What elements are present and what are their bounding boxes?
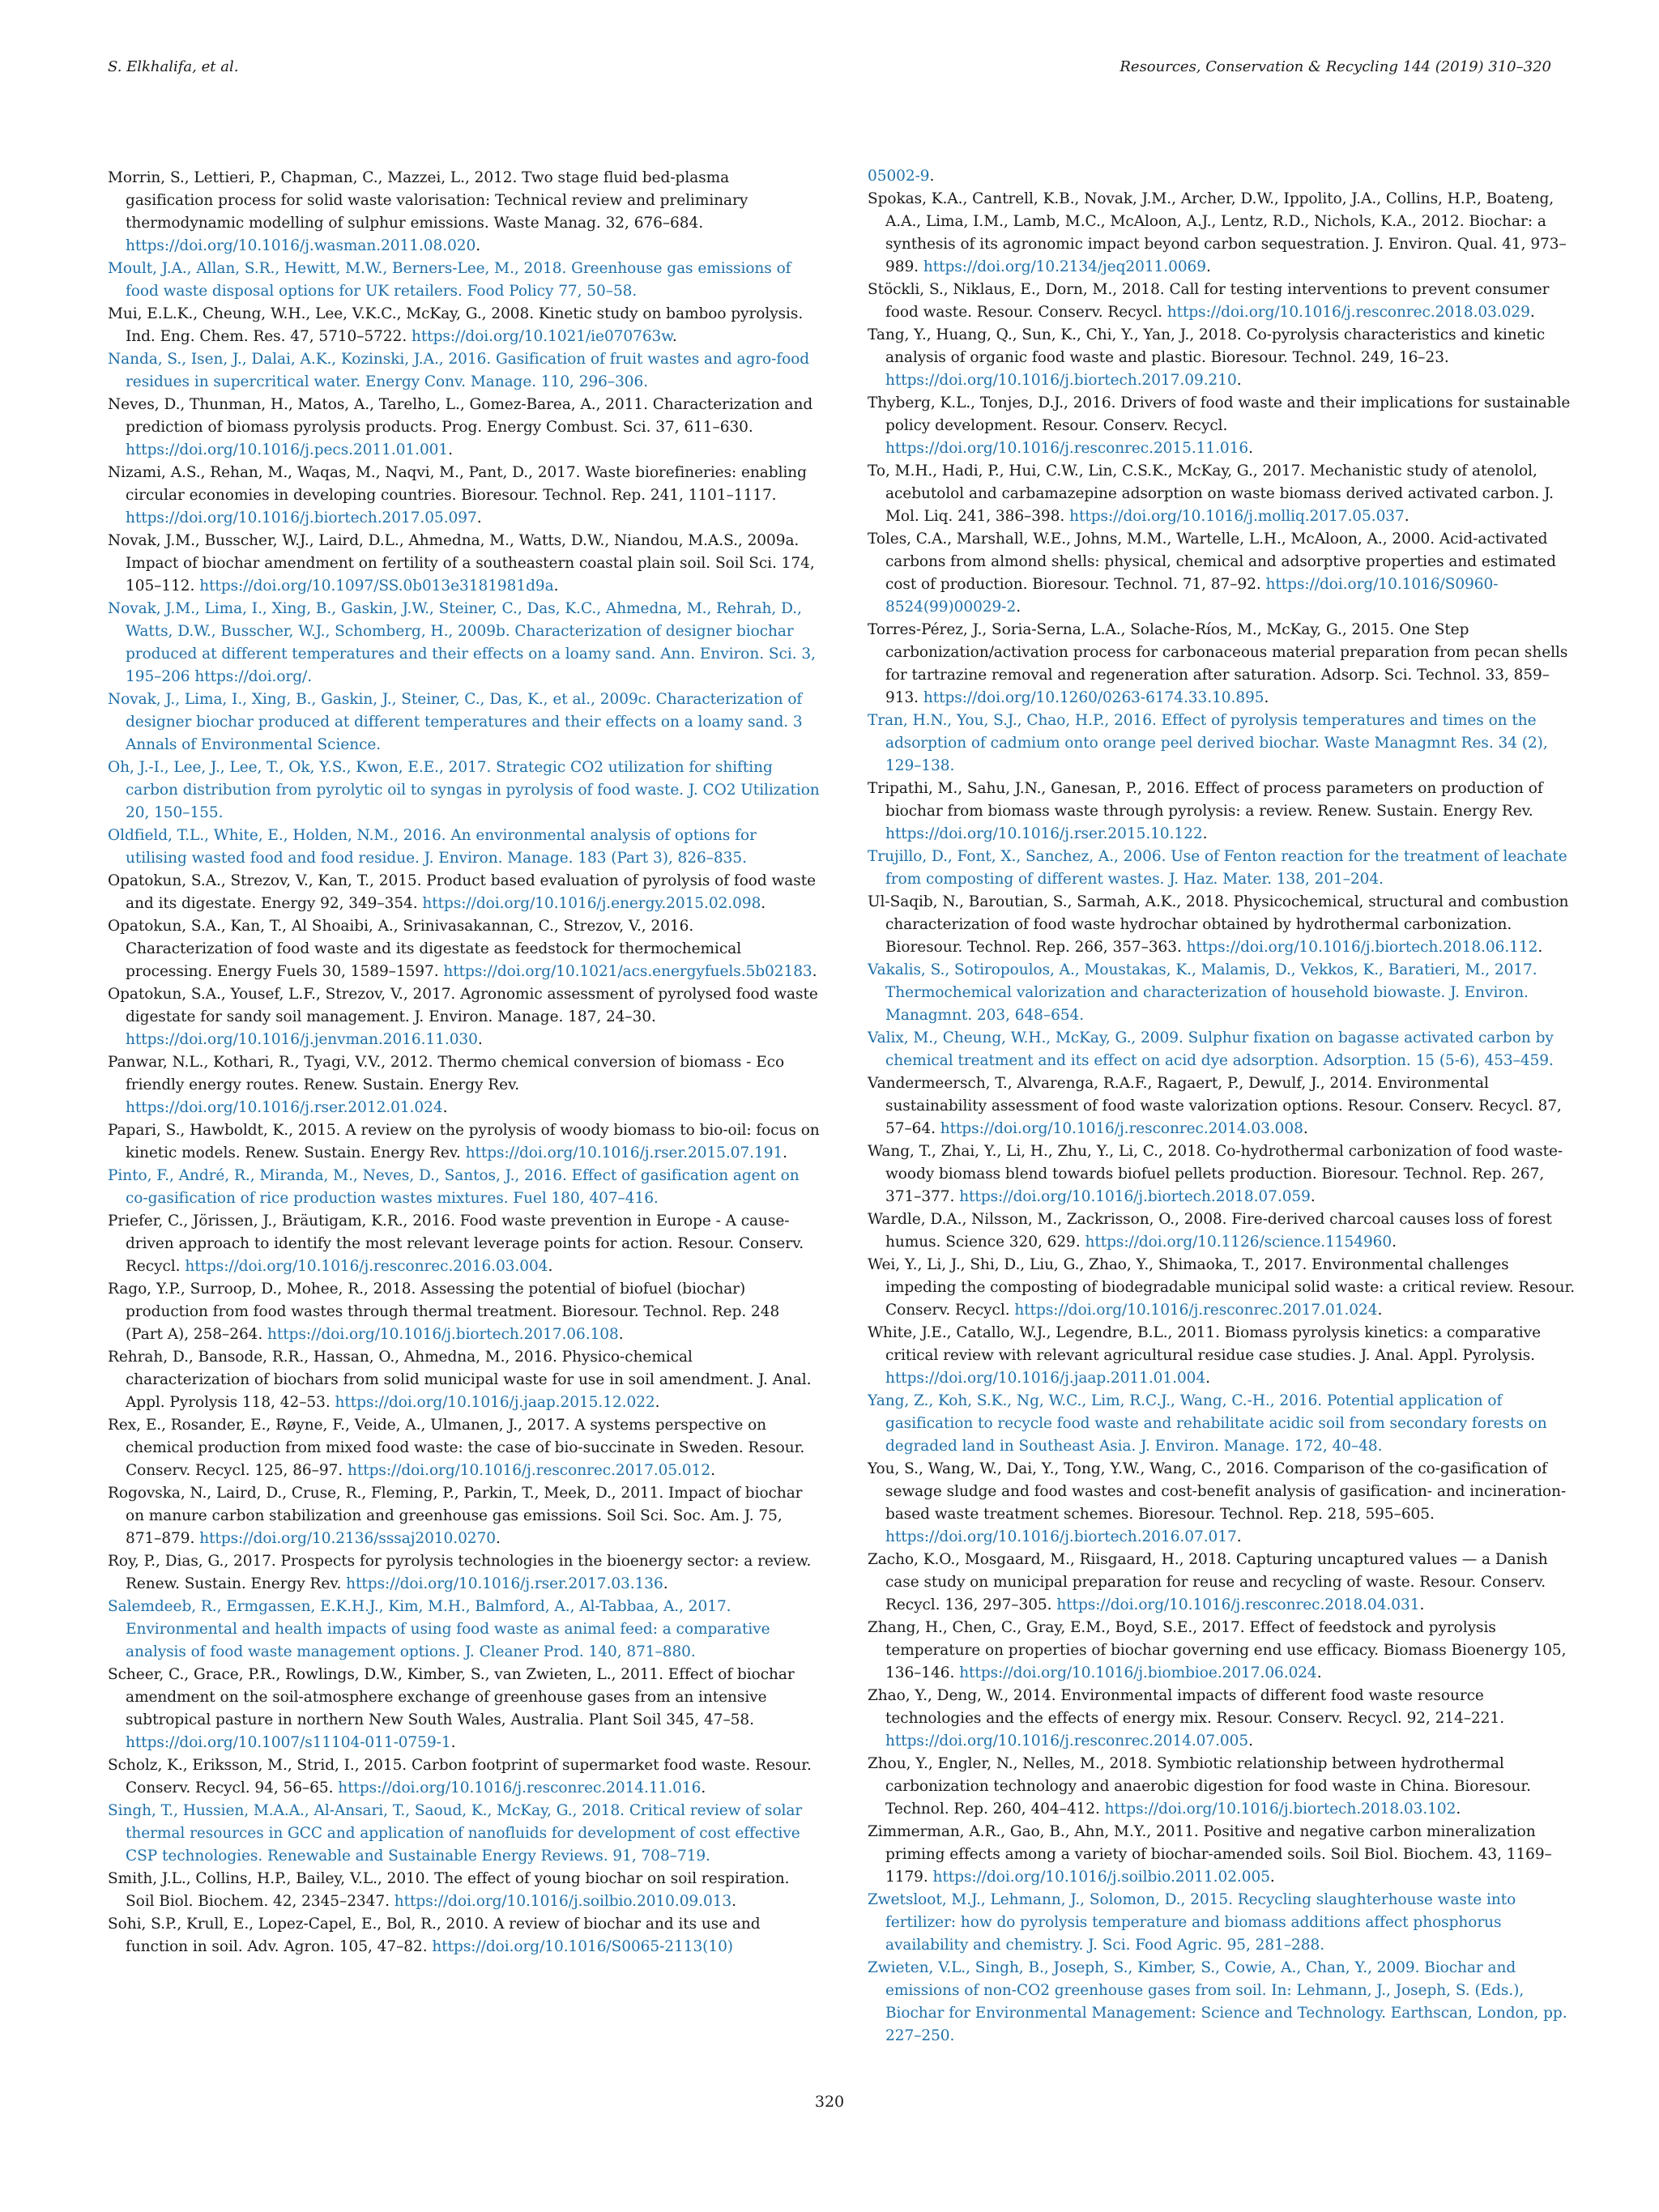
reference-end: .	[710, 1462, 715, 1479]
doi-link[interactable]: https://doi.org/10.1016/j.resconrec.2014.11.016	[338, 1779, 702, 1796]
reference-text: Morrin, S., Lettieri, P., Chapman, C., Mazzei, L., 2012. Two stage fluid bed-plasma gasification process for solid waste valorisation: Technical review and preliminary thermodynamic modelling of sulphur emissions. Waste Manag. 32, 676–684.	[108, 169, 748, 232]
reference-text: Rex, E., Rosander, E., Røyne, F., Veide, A., Ulmanen, J., 2017. A systems perspective on chemical production from mixed food waste: the case of bio-succinate in Sweden. Resour. Conserv. Recycl. 125, 86–97.	[108, 1417, 805, 1479]
reference-text: Zhao, Y., Deng, W., 2014. Environmental impacts of different food waste resource technologies and the effects of energy mix. Resour. Conserv. Recycl. 92, 214–221.	[868, 1687, 1505, 1727]
reference-entry	[868, 1208, 1580, 1254]
reference-entry	[108, 870, 821, 915]
reference-end: .	[1205, 1370, 1210, 1387]
reference-text: Nanda, S., Isen, J., Dalai, A.K., Kozinski, J.A., 2016. Gasification of fruit wastes and agro-food residues in supercritical water. Energy Conv. Manage. 110, 296–306.	[108, 351, 810, 390]
reference-end: .	[1236, 1528, 1242, 1545]
reference-text: Trujillo, D., Font, X., Sanchez, A., 2006. Use of Fenton reaction for the treatment of leachate from composting of different wastes. J. Haz. Mater. 138, 201–204.	[868, 848, 1567, 888]
reference-text: Stöckli, S., Niklaus, E., Dorn, M., 2018. Call for testing interventions to prevent consumer food waste. Resour. Conserv. Recycl.	[868, 281, 1550, 321]
reference-text: Scholz, K., Eriksson, M., Strid, I., 2015. Carbon footprint of supermarket food waste. Resour. Conserv. Recycl. 94, 56–65.	[108, 1757, 812, 1796]
reference-entry	[108, 1414, 821, 1482]
reference-entry[interactable]	[108, 825, 821, 870]
reference-end: .	[1264, 689, 1269, 706]
reference-entry	[868, 528, 1580, 619]
reference-text: Zwieten, V.L., Singh, B., Joseph, S., Kimber, S., Cowie, A., Chan, Y., 2009. Biochar and emissions of non-CO2 greenhouse gases from soil. In: Lehmann, J., Joseph, S. (Eds.), Biochar for Environmental Management: Science and Technology. Earthscan, London, pp. 227–250.	[868, 1959, 1567, 2044]
doi-link[interactable]: https://doi.org/10.1016/j.biortech.2016.07.017	[885, 1528, 1237, 1545]
doi-link[interactable]: https://doi.org/10.1016/j.jaap.2015.12.022	[335, 1394, 655, 1411]
reference-end: .	[929, 168, 935, 185]
reference-text: Tripathi, M., Sahu, J.N., Ganesan, P., 2016. Effect of process parameters on production of biochar from biomass waste through pyrolysis: a review. Renew. Sustain. Energy Rev.	[868, 780, 1543, 820]
reference-text: Moult, J.A., Allan, S.R., Hewitt, M.W., Berners-Lee, M., 2018. Greenhouse gas emissions of food waste disposal options for UK retailers. Food Policy 77, 50–58.	[108, 260, 791, 300]
running-header	[108, 58, 1551, 91]
reference-end: .	[1316, 1664, 1322, 1681]
reference-text: Vandermeersch, T., Alvarenga, R.A.F., Ragaert, P., Dewulf, J., 2014. Environmental sustainability assessment of food waste valorization options. Resour. Conserv. Recycl. 87, 57–64.	[868, 1075, 1562, 1137]
reference-entry	[108, 530, 821, 598]
reference-entry[interactable]	[108, 1596, 821, 1664]
doi-link[interactable]: https://doi.org/10.1016/j.jaap.2011.01.004	[885, 1370, 1206, 1387]
doi-link[interactable]: https://doi.org/10.1016/j.rser.2012.01.024	[126, 1099, 443, 1116]
doi-link[interactable]: https://doi.org/10.1016/j.biortech.2018.03.102	[1104, 1801, 1456, 1818]
reference-text: Neves, D., Thunman, H., Matos, A., Tarelho, L., Gomez-Barea, A., 2011. Characterization and prediction of biomass pyrolysis products. Prog. Energy Combust. Sci. 37, 611–630.	[108, 396, 813, 436]
reference-end: .	[1419, 1596, 1425, 1613]
reference-end: .	[1269, 1869, 1275, 1886]
reference-end: .	[477, 1031, 483, 1048]
doi-link[interactable]: https://doi.org/10.1016/S0065-2113(10)	[432, 1938, 733, 1955]
reference-end: .	[448, 441, 453, 458]
reference-end: .	[1404, 508, 1410, 525]
reference-end: .	[672, 328, 677, 345]
reference-text: Opatokun, S.A., Strezov, V., Kan, T., 2015. Product based evaluation of pyrolysis of food waste and its digestate. Energy 92, 349–354.	[108, 872, 816, 912]
reference-text: Spokas, K.A., Cantrell, K.B., Novak, J.M., Archer, D.W., Ippolito, J.A., Collins, H.P., Boateng, A.A., Lima, I.M., Lamb, M.C., McAloon, A.J., Lentz, R.D., Nichols, K.A., 2012. Biochar: a synthesis of its agronomic impact beyond carbon sequestration. J. Environ. Qual. 41, 973–989.	[868, 190, 1567, 275]
reference-text: Sohi, S.P., Krull, E., Lopez-Capel, E., Bol, R., 2010. A review of biochar and its use and function in soil. Adv. Agron. 105, 47–82.	[108, 1916, 761, 1955]
references-column-left	[108, 167, 821, 1958]
doi-link[interactable]: https://doi.org/10.1016/j.rser.2017.03.136	[346, 1575, 663, 1592]
doi-link[interactable]: https://doi.org/10.1016/j.biortech.2017.05.097	[126, 509, 477, 526]
reference-end: .	[618, 1326, 624, 1343]
reference-entry	[108, 1868, 821, 1913]
doi-link[interactable]: https://doi.org/10.1016/j.rser.2015.07.191	[465, 1144, 783, 1161]
reference-text: Panwar, N.L., Kothari, R., Tyagi, V.V., 2012. Thermo chemical conversion of biomass - Eco friendly energy routes. Renew. Sustain. Energy Rev.	[108, 1054, 785, 1093]
doi-link[interactable]: https://doi.org/10.1016/j.resconrec.2018.03.029	[1166, 304, 1530, 321]
reference-entry	[868, 1821, 1580, 1889]
reference-entry	[868, 1458, 1580, 1549]
reference-text: You, S., Wang, W., Dai, Y., Tong, Y.W., Wang, C., 2016. Comparison of the co-gasification of sewage sludge and food wastes and cost-benefit analysis of gasification- and incineration-based waste treatment schemes. Bioresour. Technol. Rep. 218, 595–605.	[868, 1460, 1567, 1523]
reference-entry	[108, 1210, 821, 1278]
reference-entry	[108, 1346, 821, 1414]
reference-text: Novak, J.M., Busscher, W.J., Laird, D.L., Ahmedna, M., Watts, D.W., Niandou, M.A.S., 2009a. Impact of biochar amendment on fertility of a southeastern coastal plain soil. Soil Sci. 174, 105–112.	[108, 532, 815, 595]
reference-text: Zhou, Y., Engler, N., Nelles, M., 2018. Symbiotic relationship between hydrothermal carbonization technology and anaerobic digestion for food waste in China. Bioresour. Technol. Rep. 260, 404–412.	[868, 1755, 1532, 1818]
doi-link[interactable]: https://doi.org/10.1016/j.soilbio.2010.09.013	[394, 1893, 732, 1910]
reference-text: Toles, C.A., Marshall, W.E., Johns, M.M., Wartelle, L.H., McAloon, A., 2000. Acid-activated carbons from almond shells: physical, chemical and adsorptive properties and estimated cost of production. Bioresour. Technol. 71, 87–92.	[868, 531, 1556, 593]
reference-entry	[868, 891, 1580, 959]
reference-text: Singh, T., Hussien, M.A.A., Al-Ansari, T., Saoud, K., McKay, G., 2018. Critical review of solar thermal resources in GCC and application of nanofluids for development of cost effective CSP technologies. Renewable and Sustainable Energy Reviews. 91, 708–719.	[108, 1802, 803, 1865]
doi-link[interactable]: 05002-9	[868, 168, 930, 185]
reference-end: .	[476, 237, 481, 254]
reference-entry	[108, 303, 821, 348]
reference-end: .	[1303, 1120, 1308, 1137]
doi-link[interactable]: https://doi.org/10.1016/j.pecs.2011.01.001	[126, 441, 449, 458]
doi-link[interactable]: https://doi.org/10.1016/j.molliq.2017.05.037	[1069, 508, 1405, 525]
reference-text: Rogovska, N., Laird, D., Cruse, R., Fleming, P., Parkin, T., Meek, D., 2011. Impact of biochar on manure carbon stabilization and greenhouse gas emissions. Soil Sci. Soc. Am. J. 75, 871–879.	[108, 1485, 803, 1547]
reference-entry[interactable]	[868, 1889, 1580, 1957]
reference-entry[interactable]	[108, 258, 821, 303]
reference-entry	[868, 460, 1580, 528]
reference-entry	[868, 1617, 1580, 1685]
reference-end: .	[548, 1258, 553, 1275]
reference-entry	[868, 1140, 1580, 1208]
reference-entry	[868, 1753, 1580, 1821]
reference-end: .	[783, 1144, 788, 1161]
reference-entry	[868, 778, 1580, 846]
reference-entry[interactable]	[868, 710, 1580, 778]
doi-link[interactable]: https://doi.org/10.1126/science.1154960	[1085, 1234, 1392, 1251]
page-number: 320	[814, 2093, 845, 2111]
header-journal: Resources, Conservation & Recycling 144 (2019) 310–320	[1120, 58, 1551, 75]
reference-text: Vakalis, S., Sotiropoulos, A., Moustakas, K., Malamis, D., Vekkos, K., Baratieri, M., 2017. Thermochemical valorization and characterization of household biowaste. J. Environ. Managmnt. 203, 648–654.	[868, 961, 1537, 1024]
doi-link[interactable]: https://doi.org/10.1016/j.biortech.2018.07.059	[959, 1188, 1311, 1205]
reference-entry[interactable]	[868, 1390, 1580, 1458]
doi-link[interactable]: https://doi.org/10.1016/j.wasman.2011.08.020	[126, 237, 476, 254]
reference-text: Scheer, C., Grace, P.R., Rowlings, D.W., Kimber, S., van Zwieten, L., 2011. Effect of biochar amendment on the soil-atmosphere exchange of greenhouse gases from an intensive subtropical pasture in northern New South Wales, Australia. Plant Soil 345, 47–58.	[108, 1666, 795, 1728]
reference-entry	[868, 279, 1580, 324]
reference-end: .	[701, 1779, 706, 1796]
reference-text: Ul-Saqib, N., Baroutian, S., Sarmah, A.K., 2018. Physicochemical, structural and combustion characterization of food waste hydrochar obtained by hydrothermal carbonization. Bioresour. Technol. Rep. 266, 357–363.	[868, 893, 1569, 956]
doi-link[interactable]: https://doi.org/10.1016/j.resconrec.2018.04.031	[1056, 1596, 1420, 1613]
reference-end: .	[761, 895, 766, 912]
reference-entry	[108, 1278, 821, 1346]
reference-entry	[108, 1754, 821, 1800]
reference-entry	[108, 1913, 821, 1958]
reference-end: .	[1537, 939, 1543, 956]
reference-entry	[108, 462, 821, 530]
reference-end: .	[663, 1575, 668, 1592]
reference-entry	[868, 165, 1580, 188]
reference-text: Priefer, C., Jörissen, J., Bräutigam, K.R., 2016. Food waste prevention in Europe - A cause-driven approach to identify the most relevant leverage points for action. Resour. Conserv. Recycl.	[108, 1213, 804, 1275]
reference-text: White, J.E., Catallo, W.J., Legendre, B.L., 2011. Biomass pyrolysis kinetics: a comparative critical review with relevant agricultural residue case studies. J. Anal. Appl. Pyrolysis.	[868, 1324, 1541, 1364]
reference-end: .	[1392, 1234, 1397, 1251]
doi-link[interactable]: https://doi.org/10.1016/j.biortech.2017.06.108	[267, 1326, 619, 1343]
header-authors: S. Elkhalifa, et al.	[108, 58, 239, 75]
doi-link[interactable]: https://doi.org/10.1007/s11104-011-0759-1	[126, 1734, 451, 1751]
reference-text: Novak, J.M., Lima, I., Xing, B., Gaskin, J.W., Steiner, C., Das, K.C., Ahmedna, M., Rehrah, D., Watts, D.W., Busscher, W.J., Schomberg, H., 2009b. Characterization of designer biochar produced at different temperatures and their effects on a loamy sand. Ann. Environ. Sci. 3, 195–206 https://doi.org/.	[108, 600, 816, 685]
reference-end: .	[1310, 1188, 1316, 1205]
reference-text: Wardle, D.A., Nilsson, M., Zackrisson, O., 2008. Fire-derived charcoal causes loss of forest humus. Science 320, 629.	[868, 1211, 1552, 1251]
reference-text: Zimmerman, A.R., Gao, B., Ahn, M.Y., 2011. Positive and negative carbon mineralization priming effects among a variety of biochar-amended soils. Soil Biol. Biochem. 43, 1169–1179.	[868, 1823, 1552, 1886]
reference-entry	[868, 1072, 1580, 1140]
reference-entry[interactable]	[108, 1165, 821, 1210]
reference-entry	[108, 394, 821, 462]
reference-end: .	[655, 1394, 660, 1411]
reference-end: .	[1248, 1733, 1253, 1750]
reference-entry	[108, 1664, 821, 1754]
doi-link[interactable]: https://doi.org/10.1260/0263-6174.33.10.895	[923, 689, 1265, 706]
doi-link[interactable]: https://doi.org/10.1016/j.biombioe.2017.06.024	[959, 1664, 1317, 1681]
reference-text: To, M.H., Hadi, P., Hui, C.W., Lin, C.S.K., McKay, G., 2017. Mechanistic study of atenolol, acebutolol and carbamazepine adsorption on waste biomass derived activated carbon. J. Mol. Liq. 241, 386–398.	[868, 462, 1554, 525]
reference-entry	[868, 324, 1580, 392]
reference-entry[interactable]	[868, 959, 1580, 1027]
reference-end: .	[1016, 599, 1021, 616]
reference-entry[interactable]	[108, 757, 821, 825]
reference-text: Pinto, F., André, R., Miranda, M., Neves, D., Santos, J., 2016. Effect of gasification agent on co-gasification of rice production wastes mixtures. Fuel 180, 407–416.	[108, 1167, 800, 1207]
reference-text: Valix, M., Cheung, W.H., McKay, G., 2009. Sulphur fixation on bagasse activated carbon by chemical treatment and its effect on acid dye adsorption. Adsorption. 15 (5-6), 453–459.	[868, 1029, 1554, 1069]
doi-link[interactable]: https://doi.org/10.2134/jeq2011.0069	[923, 258, 1206, 275]
doi-link[interactable]: https://doi.org/10.1097/SS.0b013e3181981d9a	[199, 578, 554, 595]
reference-end: .	[553, 578, 559, 595]
reference-entry[interactable]	[108, 348, 821, 394]
references-column-right	[868, 165, 1580, 2048]
reference-text: Zwetsloot, M.J., Lehmann, J., Solomon, D., 2015. Recycling slaughterhouse waste into fertilizer: how do pyrolysis temperature and biomass additions affect phosphorus availability and chemistry. J. Sci. Food Agric. 95, 281–288.	[868, 1891, 1516, 1954]
reference-text: Rago, Y.P., Surroop, D., Mohee, R., 2018. Assessing the potential of biofuel (biochar) production from food wastes through thermal treatment. Bioresour. Technol. Rep. 248 (Part A), 258–264.	[108, 1281, 780, 1343]
reference-end: .	[1206, 258, 1211, 275]
reference-end: .	[731, 1893, 736, 1910]
reference-end: .	[1377, 1302, 1383, 1319]
reference-entry[interactable]	[868, 1957, 1580, 2048]
reference-entry	[868, 1322, 1580, 1390]
reference-entry[interactable]	[108, 598, 821, 688]
reference-text: Wang, T., Zhai, Y., Li, H., Zhu, Y., Li, C., 2018. Co-hydrothermal carbonization of food waste-woody biomass blend towards biofuel pellets production. Bioresour. Technol. Rep. 267, 371–377.	[868, 1143, 1563, 1205]
reference-text: Opatokun, S.A., Yousef, L.F., Strezov, V., 2017. Agronomic assessment of pyrolysed food waste digestate for sandy soil management. J. Environ. Manage. 187, 24–30.	[108, 986, 818, 1025]
reference-end: .	[1202, 825, 1208, 842]
reference-end: .	[1248, 440, 1253, 457]
doi-link[interactable]: https://doi.org/10.1016/j.energy.2015.02.098	[422, 895, 761, 912]
reference-entry	[868, 1254, 1580, 1322]
reference-entry	[108, 1550, 821, 1596]
reference-text: Rehrah, D., Bansode, R.R., Hassan, O., Ahmedna, M., 2016. Physico-chemical characterization of biochars from solid municipal waste for use in soil amendment. J. Anal. Appl. Pyrolysis 118, 42–53.	[108, 1349, 812, 1411]
reference-entry[interactable]	[108, 688, 821, 757]
doi-link[interactable]: https://doi.org/10.1016/j.jenvman.2016.11.030	[126, 1031, 478, 1048]
doi-link[interactable]: https://doi.org/10.1016/S0960-8524(99)00029-2	[885, 576, 1499, 616]
doi-link[interactable]: https://doi.org/10.1021/acs.energyfuels.5b02183	[443, 963, 812, 980]
doi-link[interactable]: https://doi.org/10.1021/ie070763w	[411, 328, 672, 345]
reference-text: Thyberg, K.L., Tonjes, D.J., 2016. Drivers of food waste and their implications for sustainable policy development. Resour. Conserv. Recycl.	[868, 394, 1571, 434]
doi-link[interactable]: https://doi.org/10.1016/j.biortech.2017.09.210	[885, 372, 1237, 389]
reference-end: .	[495, 1530, 501, 1547]
reference-text: Zacho, K.O., Mosgaard, M., Riisgaard, H., 2018. Capturing uncaptured values — a Danish case study on municipal preparation for reuse and recycling of waste. Resour. Conserv. Recycl. 136, 297–305.	[868, 1551, 1548, 1613]
reference-text: Wei, Y., Li, J., Shi, D., Liu, G., Zhao, Y., Shimaoka, T., 2017. Environmental challenges impeding the composting of biodegradable municipal solid waste: a critical review. Resour. Conserv. Recycl.	[868, 1256, 1576, 1319]
reference-end: .	[1236, 372, 1242, 389]
reference-text: Novak, J., Lima, I., Xing, B., Gaskin, J., Steiner, C., Das, K., et al., 2009c. Characterization of designer biochar produced at different temperatures and their effects on a loamy sand. 3 Annals of Environmental Science.	[108, 691, 803, 753]
reference-text: Opatokun, S.A., Kan, T., Al Shoaibi, A., Srinivasakannan, C., Strezov, V., 2016. Characterization of food waste and its digestate as feedstock for thermochemical processing. Energy Fuels 30, 1589–1597.	[108, 918, 742, 980]
reference-text: Yang, Z., Koh, S.K., Ng, W.C., Lim, R.C.J., Wang, C.-H., 2016. Potential application of gasification to recycle food waste and rehabilitate acidic soil from secondary forests on degraded land in Southeast Asia. J. Environ. Manage. 172, 40–48.	[868, 1392, 1547, 1455]
reference-entry	[108, 167, 821, 258]
reference-text: Torres-Pérez, J., Soria-Serna, L.A., Solache-Ríos, M., McKay, G., 2015. One Step carbonization/activation process for carbonaceous material preparation from pecan shells for tartrazine removal and regeneration after saturation. Adsorp. Sci. Technol. 33, 859–913.	[868, 621, 1568, 706]
reference-entry	[868, 1685, 1580, 1753]
reference-end: .	[1456, 1801, 1461, 1818]
reference-entry	[108, 1051, 821, 1119]
doi-link[interactable]: https://doi.org/10.1016/j.resconrec.2016.03.004	[185, 1258, 548, 1275]
reference-entry	[868, 1549, 1580, 1617]
reference-text: Smith, J.L., Collins, H.P., Bailey, V.L., 2010. The effect of young biochar on soil respiration. Soil Biol. Biochem. 42, 2345–2347.	[108, 1870, 790, 1910]
reference-text: Tang, Y., Huang, Q., Sun, K., Chi, Y., Yan, J., 2018. Co-pyrolysis characteristics and kinetic analysis of organic food waste and plastic. Bioresour. Technol. 249, 16–23.	[868, 326, 1546, 366]
reference-entry[interactable]	[108, 1800, 821, 1868]
doi-link[interactable]: https://doi.org/10.1016/j.resconrec.2015.11.016	[885, 440, 1249, 457]
doi-link[interactable]: https://doi.org/10.1016/j.resconrec.2014.07.005	[885, 1733, 1249, 1750]
reference-entry[interactable]	[868, 1027, 1580, 1072]
reference-end: .	[442, 1099, 448, 1116]
reference-end: .	[1529, 304, 1535, 321]
doi-link[interactable]: https://doi.org/10.2136/sssaj2010.0270	[199, 1530, 496, 1547]
reference-entry[interactable]	[868, 846, 1580, 891]
reference-text: Papari, S., Hawboldt, K., 2015. A review on the pyrolysis of woody biomass to bio-oil: focus on kinetic models. Renew. Sustain. Energy Rev.	[108, 1122, 820, 1161]
reference-entry	[108, 915, 821, 983]
doi-link[interactable]: https://doi.org/10.1016/j.soilbio.2011.02.005	[932, 1869, 1270, 1886]
reference-text: Oldfield, T.L., White, E., Holden, N.M., 2016. An environmental analysis of options for utilising wasted food and food residue. J. Environ. Manage. 183 (Part 3), 826–835.	[108, 827, 757, 867]
reference-entry	[108, 1482, 821, 1550]
reference-text: Mui, E.L.K., Cheung, W.H., Lee, V.K.C., McKay, G., 2008. Kinetic study on bamboo pyrolysis. Ind. Eng. Chem. Res. 47, 5710–5722.	[108, 305, 804, 345]
doi-link[interactable]: https://doi.org/10.1016/j.resconrec.2017.05.012	[347, 1462, 711, 1479]
reference-end: .	[476, 509, 482, 526]
reference-text: Salemdeeb, R., Ermgassen, E.K.H.J., Kim, M.H., Balmford, A., Al-Tabbaa, A., 2017. Environmental and health impacts of using food waste as animal feed: a comparative analysis of food waste management options. J. Cleaner Prod. 140, 871–880.	[108, 1598, 770, 1660]
doi-link[interactable]: https://doi.org/10.1016/j.resconrec.2017.01.024	[1014, 1302, 1378, 1319]
reference-entry	[108, 983, 821, 1051]
doi-link[interactable]: https://doi.org/10.1016/j.resconrec.2014.03.008	[940, 1120, 1303, 1137]
reference-entry	[868, 392, 1580, 460]
reference-entry	[868, 619, 1580, 710]
reference-text: Zhang, H., Chen, C., Gray, E.M., Boyd, S.E., 2017. Effect of feedstock and pyrolysis temperature on properties of biochar governing end use efficacy. Biomass Bioenergy 105, 136–146.	[868, 1619, 1567, 1681]
reference-text: Tran, H.N., You, S.J., Chao, H.P., 2016. Effect of pyrolysis temperatures and times on the adsorption of cadmium onto orange peel derived biochar. Waste Managmnt Res. 34 (2), 129–138.	[868, 712, 1548, 774]
reference-end: .	[812, 963, 817, 980]
doi-link[interactable]: https://doi.org/10.1016/j.biortech.2018.06.112	[1186, 939, 1538, 956]
doi-link[interactable]: https://doi.org/10.1016/j.rser.2015.10.122	[885, 825, 1203, 842]
reference-text: Oh, J.-I., Lee, J., Lee, T., Ok, Y.S., Kwon, E.E., 2017. Strategic CO2 utilization for shifting carbon distribution from pyrolytic oil to syngas in pyrolysis of food waste. J. CO2 Utilization 20, 150–155.	[108, 759, 820, 821]
reference-entry	[108, 1119, 821, 1165]
reference-text: Roy, P., Dias, G., 2017. Prospects for pyrolysis technologies in the bioenergy sector: a review. Renew. Sustain. Energy Rev.	[108, 1553, 812, 1592]
reference-text: Nizami, A.S., Rehan, M., Waqas, M., Naqvi, M., Pant, D., 2017. Waste biorefineries: enabling circular economies in developing countries. Bioresour. Technol. Rep. 241, 1101–1117.	[108, 464, 807, 504]
reference-end: .	[450, 1734, 456, 1751]
reference-entry	[868, 188, 1580, 279]
